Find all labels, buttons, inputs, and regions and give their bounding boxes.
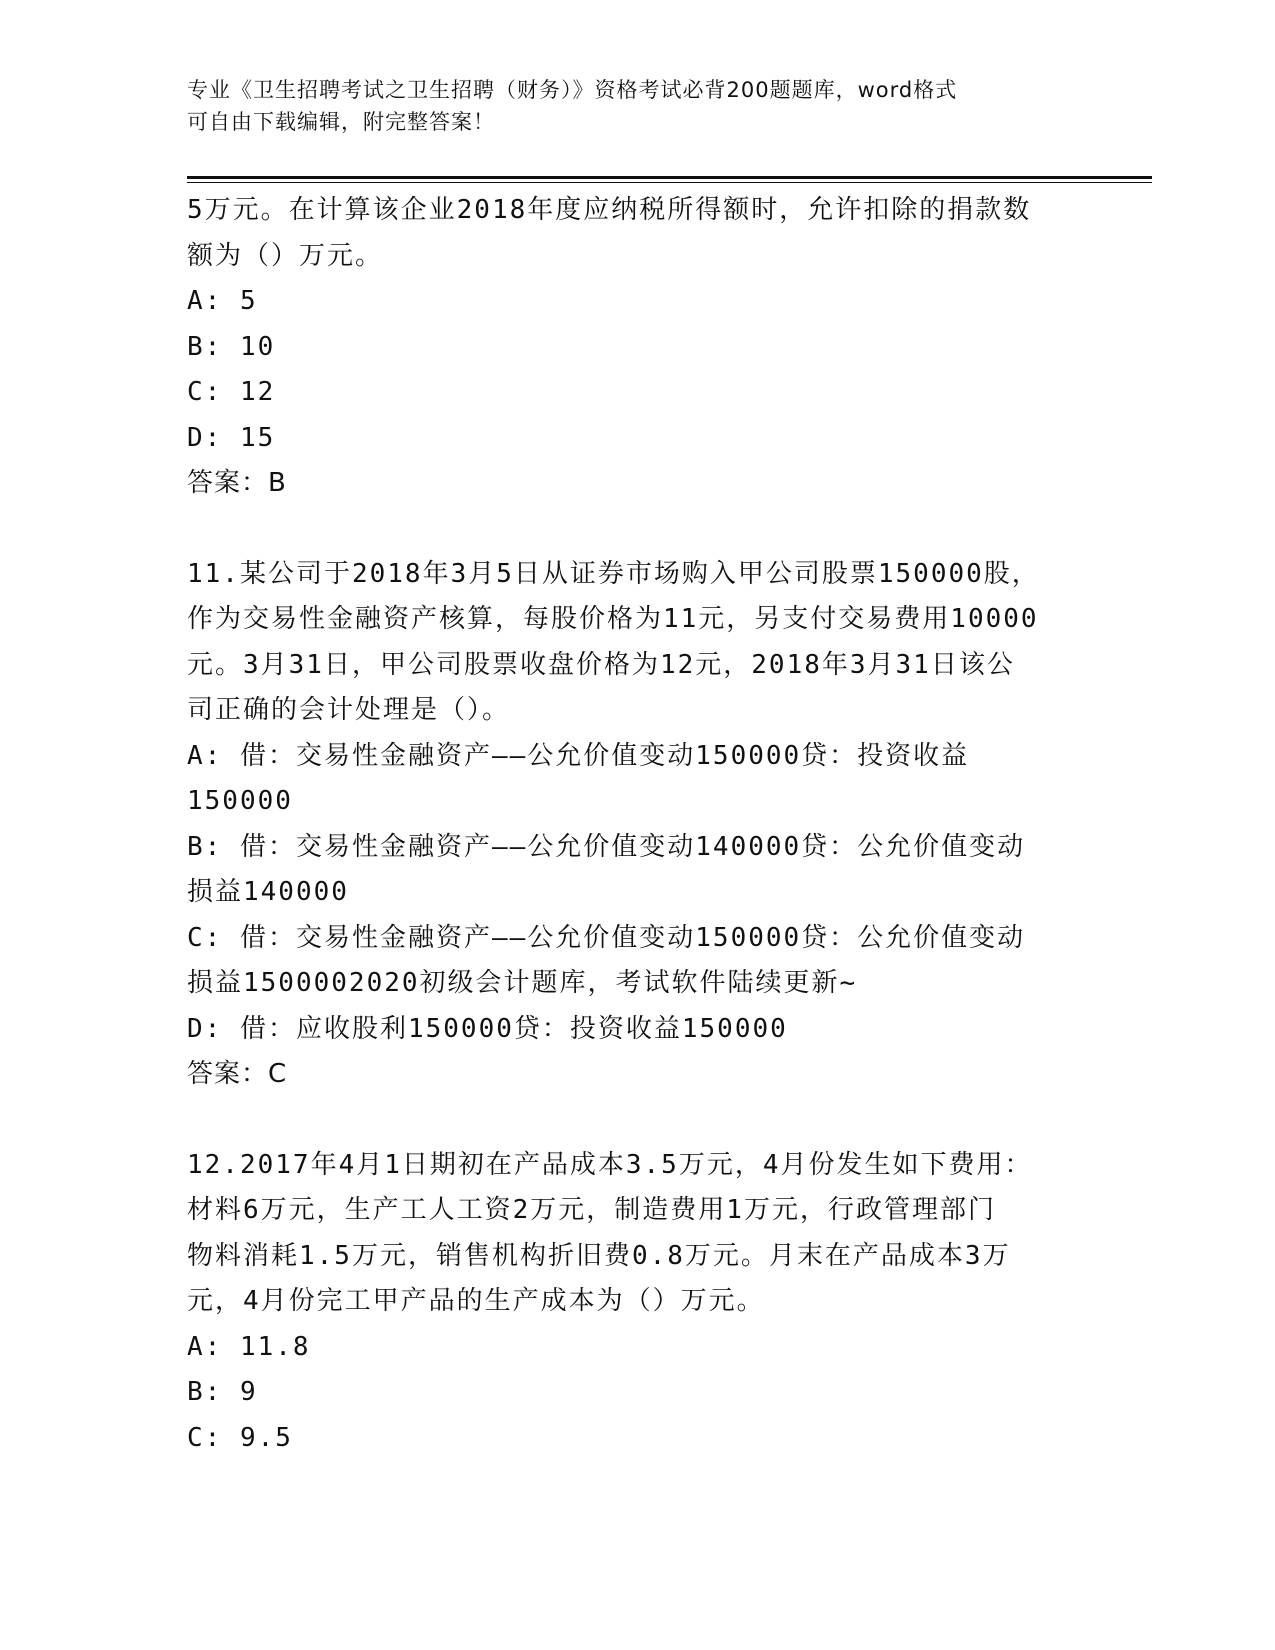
document-header [187,74,1067,138]
option-c: C: 9.5 [187,1422,293,1453]
option-a: A: 5 [187,286,258,316]
question-spacer [187,1098,1087,1143]
option-c-continued: 损益1500002020初级会计题库，考试软件陆续更新~ [187,968,858,998]
option-d: D: 借：应收股利150000贷：投资收益150000 [187,1013,788,1044]
header-title-line-1: 专业《卫生招聘考试之卫生招聘（财务）》资格考试必背200题题库，word格式 [187,78,958,102]
option-a-continued: 150000 [187,786,293,816]
question-stem-line: 元。3月31日，甲公司股票收盘价格为12元，2018年3月31日该公 [187,649,1015,680]
header-divider-thin [187,182,1152,183]
question-10 [187,188,1087,507]
answer-label: 答案：C [187,1059,288,1089]
question-content [187,188,1087,1461]
option-a: A: 借：交易性金融资产——公允价值变动150000贷：投资收益 [187,740,970,771]
option-b: B: 借：交易性金融资产——公允价值变动140000贷：公允价值变动 [187,831,1026,862]
option-d: D: 15 [187,422,276,453]
question-stem-line: 12.2017年4月1日期初在产品成本3.5万元，4月份发生如下费用： [187,1149,1033,1180]
question-stem-line: 物料消耗1.5万元，销售机构折旧费0.8万元。月末在产品成本3万 [187,1240,1011,1271]
option-a: A: 11.8 [187,1331,311,1362]
question-stem-line: 11.某公司于2018年3月5日从证券市场购入甲公司股票150000股， [187,558,1040,589]
question-stem-line: 材料6万元，生产工人工资2万元，制造费用1万元，行政管理部门 [187,1195,996,1225]
question-stem-line: 作为交易性金融资产核算，每股价格为11元，另支付交易费用10000 [187,604,1039,634]
question-stem-line: 司正确的会计处理是（）。 [187,695,511,725]
option-c: C: 12 [187,377,276,407]
question-stem-line: 元，4月份完工甲产品的生产成本为（）万元。 [187,1286,765,1316]
option-b: B: 10 [187,331,276,362]
answer-label: 答案：B [187,468,287,498]
question-12 [187,1143,1087,1462]
question-stem-line: 额为（）万元。 [187,240,384,271]
header-divider-thick [187,176,1152,179]
option-b-continued: 损益140000 [187,877,349,907]
question-stem-line: 5万元。在计算该企业2018年度应纳税所得额时，允许扣除的捐款数 [187,195,1032,225]
header-title-line-2: 可自由下载编辑，附完整答案！ [187,110,495,134]
question-11 [187,552,1087,1098]
question-spacer [187,507,1087,552]
option-c: C: 借：交易性金融资产——公允价值变动150000贷：公允价值变动 [187,922,1026,953]
option-b: B: 9 [187,1377,258,1407]
